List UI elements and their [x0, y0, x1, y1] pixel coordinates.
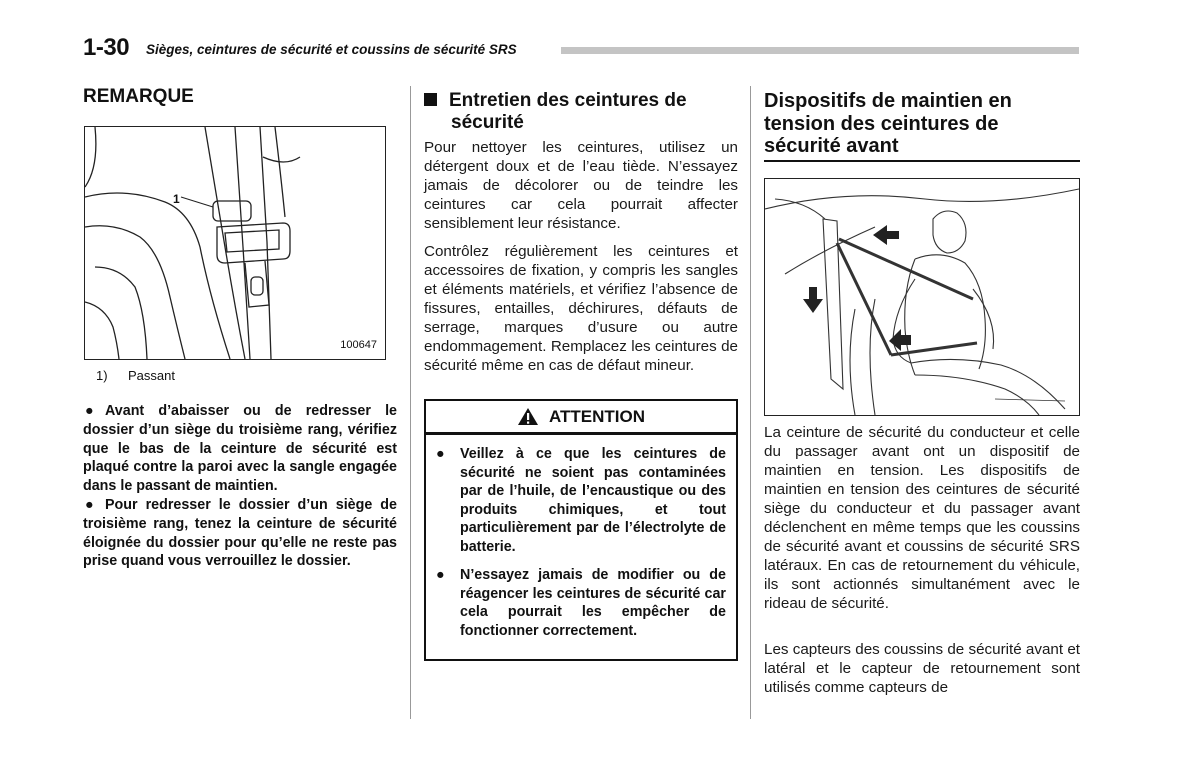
attention-box	[424, 433, 738, 661]
list-item: ● Avant d’abaisser ou de redresser le dossier d’un siège du troisième rang, vérifiez que le bas de la ceinture de sécurité est plaqué contre la paroi avec la sangle engagée dans le passant de maintien.	[83, 403, 397, 495]
dispositifs-paragraph-1: La ceinture de sécurité du conducteur et celle du passager avant ont un dispositif de maintien en tension. Les dispositifs de maintien en tension des ceintures de sécurité siège du conducteur et du passager avant déclenchent en même temps que les coussins de sécurité avant et coussins de sécurité SRS latéraux. En cas de retournement du véhicule, ils sont actionnés simultanément avec le rideau de sécurité.	[764, 424, 1080, 612]
page-number: 1-30	[83, 34, 130, 61]
warning-triangle-icon	[517, 407, 539, 426]
column-divider-1	[410, 86, 411, 719]
section-square-icon	[424, 93, 437, 106]
belt-guide-illustration	[84, 126, 386, 360]
column-divider-2	[750, 86, 751, 719]
pretensioner-illustration	[764, 178, 1080, 416]
heading-rule	[764, 160, 1080, 162]
belt-guide-drawing	[85, 127, 385, 359]
figure-code: 100647	[340, 339, 377, 351]
list-item: ● Veillez à ce que les ceintures de sécurité ne soient pas contaminées par de l’huile, de l’encaustique ou des produits chimiques, et tout particulièrement par de l’électrolyte de batterie.	[436, 446, 726, 555]
bullet-icon: ●	[436, 567, 445, 583]
entretien-paragraph-2: Contrôlez régulièrement les ceintures et accessoires de fixation, y compris les sangles et éléments matériels, et vérifiez l’absence de fissures, entailles, déchirures, défauts de serrage, marques d’usure ou autre endommagement. Remplacez les ceintures de sécurité même en cas de défaut mineur.	[424, 243, 738, 374]
figure-caption	[96, 368, 175, 384]
dispositifs-heading: Dispositifs de maintien en tension des ceintures de sécurité avant	[764, 90, 1012, 157]
header-rule	[561, 47, 1079, 54]
figure-callout-1: 1	[173, 192, 180, 206]
remarque-bullets	[83, 402, 397, 571]
bullet-icon: ●	[436, 446, 445, 462]
caption-text: Passant	[128, 368, 175, 383]
attention-banner	[424, 399, 738, 434]
list-item: ● Pour redresser le dossier d’un siège de troisième rang, tenez la ceinture de sécurité éloignée du dossier pour qu’elle ne reste pas prise quand vous verrouillez le dossier.	[83, 496, 397, 570]
remarque-heading: REMARQUE	[83, 86, 194, 107]
bullet-icon: ●	[85, 403, 94, 419]
pretensioner-drawing	[765, 179, 1079, 415]
entretien-paragraph-1: Pour nettoyer les ceintures, utilisez un détergent doux et de l’eau tiède. N’essayez jamais de décolorer ou de teindre les ceintures car cela pourrait affecter sensiblement leur résistance.	[424, 139, 738, 232]
entretien-heading: Entretien des ceintures de sécurité	[424, 90, 738, 134]
bullet-icon: ●	[85, 496, 94, 513]
list-item: ● N’essayez jamais de modifier ou de réagencer les ceintures de sécurité car cela pourrait les empêcher de fonctionner correctement.	[436, 567, 726, 639]
page-header	[83, 34, 1079, 64]
dispositifs-paragraph-2: Les capteurs des coussins de sécurité avant et latéral et le capteur de retournement sont utilisés comme capteurs de	[764, 641, 1080, 696]
attention-label: ATTENTION	[548, 406, 645, 426]
chapter-title: Sièges, ceintures de sécurité et coussins de sécurité SRS	[146, 42, 517, 57]
caption-number: 1)	[96, 368, 108, 383]
